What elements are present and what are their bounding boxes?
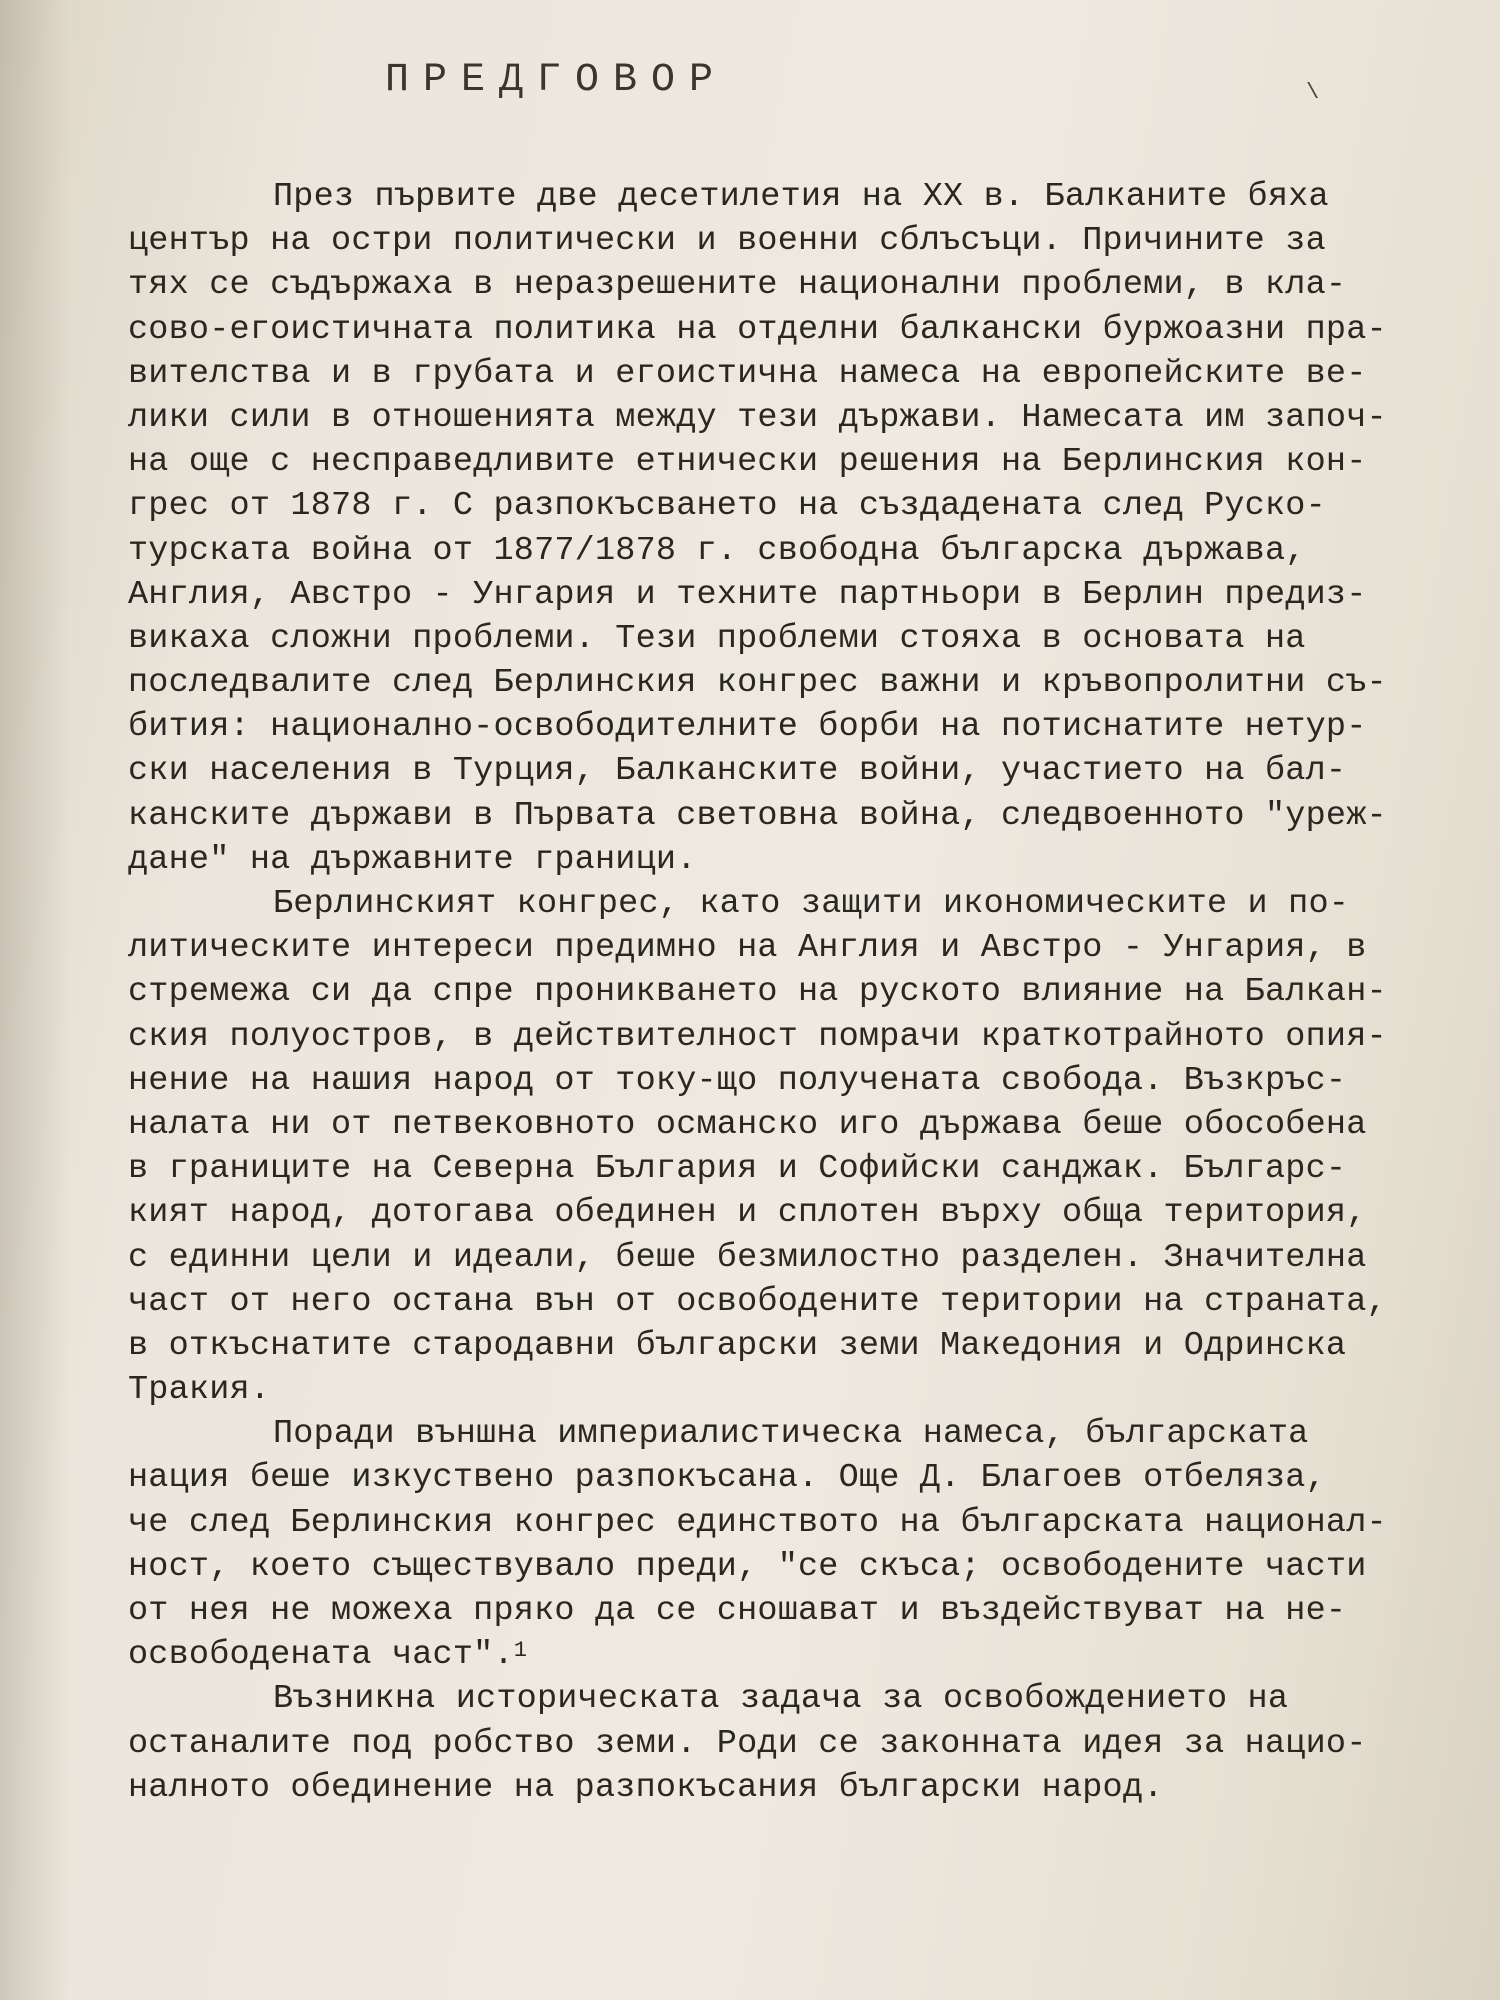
text-line: част от него остана вън от освободените територии на страната,	[128, 1282, 1387, 1321]
text-line: През първите две десетилетия на XX в. Балканите бяха	[273, 178, 1329, 216]
text-line: Берлинският конгрес, като защити икономическите и по-	[273, 885, 1350, 923]
text-line-with-footnote	[128, 1633, 1338, 1677]
text-line: вителства и в грубата и егоистична намеса на европейските ве-	[128, 354, 1367, 393]
text-line: нация беше изкуствено разпокъсана. Още Д. Благоев отбеляза,	[128, 1459, 1326, 1498]
text-line: Поради външна империалистическа намеса, българската	[273, 1415, 1309, 1454]
text-line: с единни цели и идеали, беше безмилостно разделен. Значителна	[128, 1238, 1367, 1277]
text-line: освободената част".	[128, 1636, 514, 1675]
text-line: налата ни от петвековното османско иго държава беше обособена	[128, 1105, 1367, 1144]
text-line: тях се съдържаха в неразрешените национални проблеми, в кла-	[128, 266, 1347, 305]
paragraph-3	[128, 1412, 1387, 1677]
page-gutter-shadow	[0, 0, 70, 2000]
text-line: канските държави в Първата световна война, следвоенното "уреж-	[128, 796, 1387, 835]
text-line: викаха сложни проблеми. Тези проблеми стояха в основата на	[128, 619, 1306, 658]
text-line: Англия, Австро - Унгария и техните партньори в Берлин предиз-	[128, 575, 1367, 614]
text-line: налното обединение на разпокъсания български народ.	[128, 1768, 1164, 1807]
text-line: лики сили в отношенията между тези държави. Намесата им започ-	[128, 398, 1387, 437]
text-line: кият народ, дотогава обединен и сплотен върху обща територия,	[128, 1194, 1367, 1233]
text-line: бития: национално-освободителните борби на потиснатите нетур-	[128, 708, 1367, 747]
text-line: ския полуостров, в действителност помрачи краткотрайното опия-	[128, 1017, 1387, 1056]
body-text	[128, 175, 1387, 1810]
corner-mark: \	[1306, 80, 1320, 105]
text-line: от нея не можеха пряко да се сношават и въздействуват на не-	[128, 1592, 1347, 1630]
paragraph-1	[128, 175, 1387, 882]
paragraph-2	[128, 882, 1387, 1412]
text-line: Възникна историческата задача за освобождението на	[273, 1680, 1289, 1719]
text-line: че след Берлинския конгрес единството на българската национал-	[128, 1503, 1387, 1542]
footnote-reference[interactable]: 1	[513, 1638, 528, 1664]
text-line: останалите под робство земи. Роди се законната идея за нацио-	[128, 1724, 1367, 1763]
text-line: литическите интереси предимно на Англия и Австро - Унгария, в	[128, 929, 1367, 968]
text-line: дане" на държавните граници.	[128, 840, 697, 879]
text-line: в откъснатите стародавни български земи Македония и Одринска	[128, 1326, 1347, 1365]
text-line: грес от 1878 г. С разпокъсването на създадената след Руско-	[128, 487, 1326, 526]
text-line: ност, което съществувало преди, "се скъса; освободените части	[128, 1547, 1367, 1586]
paragraph-4	[128, 1677, 1367, 1810]
text-line: Тракия.	[128, 1371, 271, 1410]
text-line: в границите на Северна България и Софийски санджак. Българс-	[128, 1150, 1347, 1189]
text-line: сово-егоистичната политика на отделни балкански буржоазни пра-	[128, 310, 1387, 349]
text-line: стремежа си да спре проникването на руското влияние на Балкан-	[128, 973, 1387, 1012]
text-line: нение на нашия народ от току-що получената свобода. Възкръс-	[128, 1061, 1347, 1100]
text-line: център на остри политически и военни сблъсъци. Причините за	[128, 222, 1326, 261]
text-line: турската война от 1877/1878 г. свободна българска държава,	[128, 531, 1306, 570]
text-line: на още с несправедливите етнически решения на Берлинския кон-	[128, 443, 1367, 482]
text-line: ски населения в Турция, Балканските войни, участието на бал-	[128, 752, 1347, 791]
text-line: последвалите след Берлинския конгрес важни и кръвопролитни съ-	[128, 664, 1387, 703]
page-title: ПРЕДГОВОР	[385, 58, 728, 103]
